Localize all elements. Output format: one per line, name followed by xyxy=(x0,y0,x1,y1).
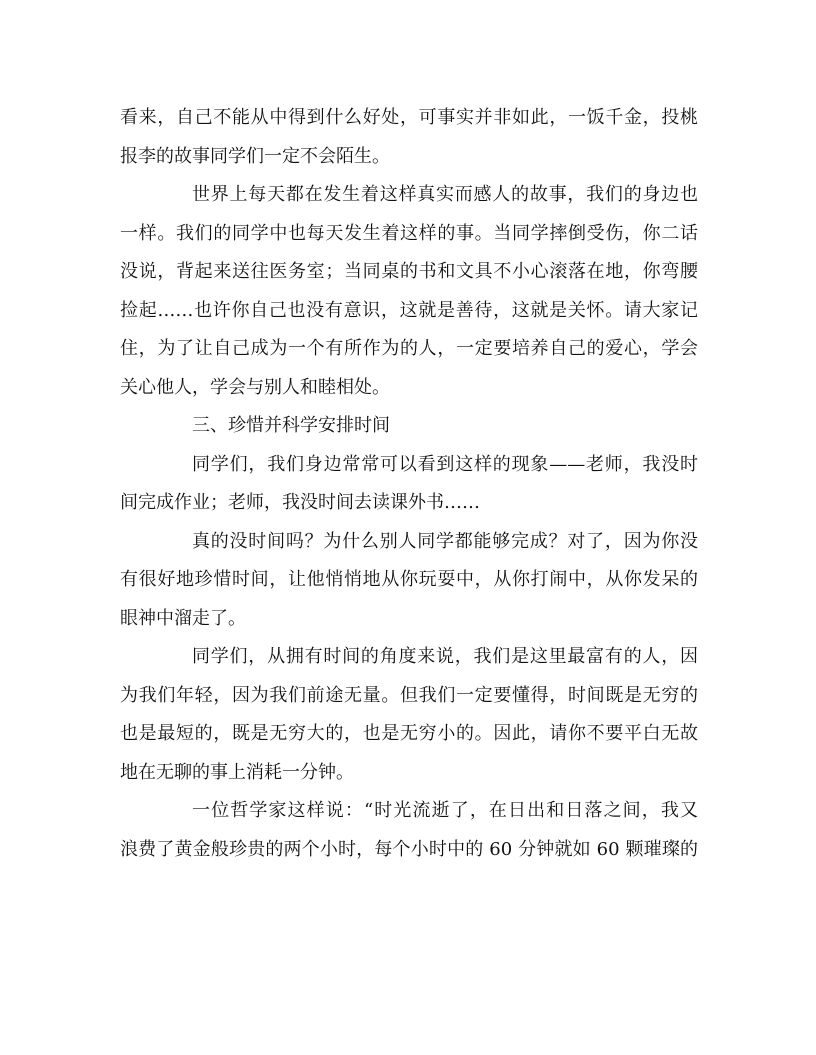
text-line: 报李的故事同学们一定不会陌生。 xyxy=(120,145,390,167)
text-line: 间完成作业；老师，我没时间去读课外书…… xyxy=(120,492,480,513)
text-line: 捡起……也许你自己也没有意识，这就是善待，这就是关怀。请大家记 xyxy=(120,299,698,321)
text-line: 也是最短的，既是无穷大的，也是无穷小的。因此，请你不要平白无故 xyxy=(120,723,698,744)
text-line: 浪费了黄金般珍贵的两个小时，每个小时中的 60 分钟就如 60 颗璀璨的 xyxy=(120,838,698,860)
document-body xyxy=(120,99,698,869)
text-line: 一样。我们的同学中也每天发生着这样的事。当同学摔倒受伤，你二话 xyxy=(120,222,698,244)
paragraph-start-line: 同学们，我们身边常常可以看到这样的现象——老师，我没时 xyxy=(192,453,698,475)
paragraph-start-line: 同学们，从拥有时间的角度来说，我们是这里最富有的人，因 xyxy=(192,646,698,667)
text-line: 眼神中溜走了。 xyxy=(120,607,246,629)
paragraph-start-line: 一位哲学家这样说：“时光流逝了，在日出和日落之间，我又 xyxy=(192,800,698,821)
text-line: 地在无聊的事上消耗一分钟。 xyxy=(120,761,354,783)
paragraph-start-line: 真的没时间吗？为什么别人同学都能够完成？对了，因为你没 xyxy=(192,530,698,552)
text-line: 没说，背起来送往医务室；当同桌的书和文具不小心滚落在地，你弯腰 xyxy=(120,261,698,282)
text-line: 关心他人，学会与别人和睦相处。 xyxy=(120,376,390,398)
text-line: 有很好地珍惜时间，让他悄悄地从你玩耍中，从你打闹中，从你发呆的 xyxy=(120,569,698,590)
text-line: 看来，自己不能从中得到什么好处，可事实并非如此，一饭千金，投桃 xyxy=(120,107,698,128)
text-line: 为我们年轻，因为我们前途无量。但我们一定要懂得，时间既是无穷的 xyxy=(120,684,698,706)
text-line: 住，为了让自己成为一个有所作为的人，一定要培养自己的爱心，学会 xyxy=(120,338,698,359)
paragraph-start-line: 世界上每天都在发生着这样真实而感人的故事，我们的身边也 xyxy=(192,184,698,205)
section-heading: 三、珍惜并科学安排时间 xyxy=(192,415,390,436)
